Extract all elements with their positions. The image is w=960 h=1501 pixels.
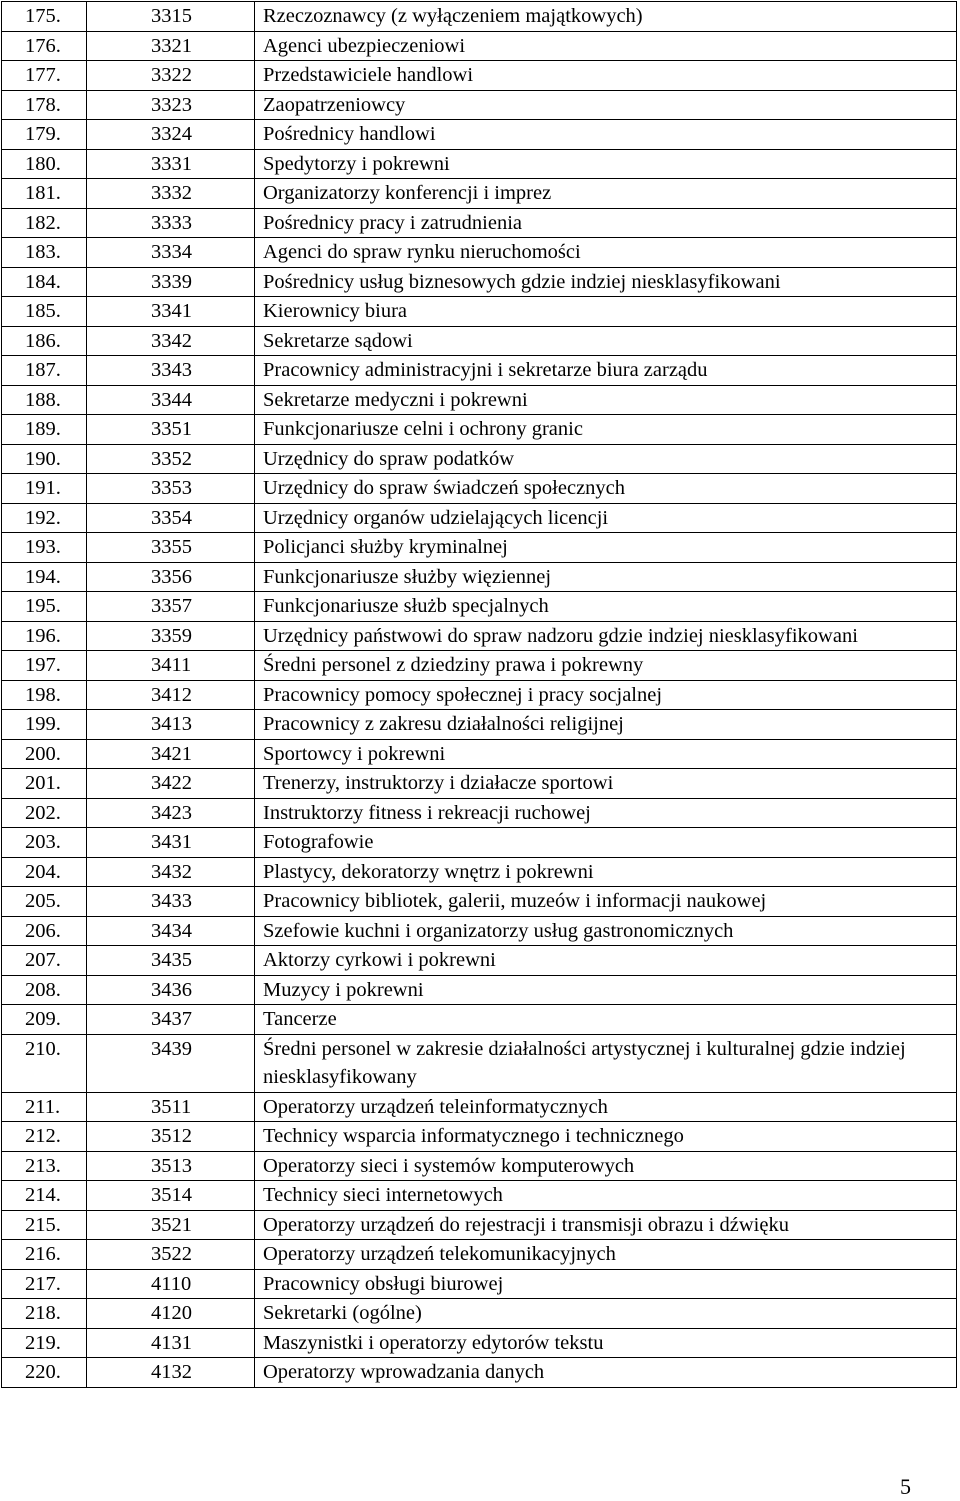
occupation-name: Zaopatrzeniowcy xyxy=(255,90,957,120)
occupation-code: 3324 xyxy=(87,120,255,150)
row-number: 195. xyxy=(2,592,87,622)
page-number: 5 xyxy=(900,1474,911,1499)
occupation-name: Sekretarki (ogólne) xyxy=(255,1299,957,1329)
occupation-code: 3359 xyxy=(87,621,255,651)
occupation-name: Przedstawiciele handlowi xyxy=(255,61,957,91)
occupation-code: 3354 xyxy=(87,503,255,533)
occupation-code: 3333 xyxy=(87,208,255,238)
table-row xyxy=(2,1181,957,1211)
row-number: 189. xyxy=(2,415,87,445)
table-row xyxy=(2,680,957,710)
occupation-code: 3513 xyxy=(87,1151,255,1181)
row-number: 178. xyxy=(2,90,87,120)
occupation-name: Rzeczoznawcy (z wyłączeniem majątkowych) xyxy=(255,2,957,32)
row-number: 219. xyxy=(2,1328,87,1358)
table-row xyxy=(2,149,957,179)
table-row xyxy=(2,1005,957,1035)
occupation-code: 3431 xyxy=(87,828,255,858)
occupation-code: 3514 xyxy=(87,1181,255,1211)
row-number: 207. xyxy=(2,946,87,976)
table-row xyxy=(2,592,957,622)
table-row xyxy=(2,1092,957,1122)
occupation-code: 4110 xyxy=(87,1269,255,1299)
table-row xyxy=(2,946,957,976)
occupation-code: 3512 xyxy=(87,1122,255,1152)
occupation-code: 3423 xyxy=(87,798,255,828)
table-row xyxy=(2,1328,957,1358)
occupation-code: 3412 xyxy=(87,680,255,710)
occupation-name: Pracownicy administracyjni i sekretarze biura zarządu xyxy=(255,356,957,386)
occupation-name: Pracownicy bibliotek, galerii, muzeów i informacji naukowej xyxy=(255,887,957,917)
occupation-code: 3356 xyxy=(87,562,255,592)
row-number: 216. xyxy=(2,1240,87,1270)
occupation-code: 4132 xyxy=(87,1358,255,1388)
row-number: 187. xyxy=(2,356,87,386)
row-number: 175. xyxy=(2,2,87,32)
occupation-name: Pracownicy obsługi biurowej xyxy=(255,1269,957,1299)
row-number: 193. xyxy=(2,533,87,563)
occupation-name: Funkcjonariusze celni i ochrony granic xyxy=(255,415,957,445)
occupation-code: 3344 xyxy=(87,385,255,415)
occupation-name: Funkcjonariusze służb specjalnych xyxy=(255,592,957,622)
table-row xyxy=(2,238,957,268)
occupation-code: 3522 xyxy=(87,1240,255,1270)
occupation-code: 3433 xyxy=(87,887,255,917)
occupation-name: Agenci ubezpieczeniowi xyxy=(255,31,957,61)
table-row xyxy=(2,356,957,386)
occupation-code: 3422 xyxy=(87,769,255,799)
row-number: 180. xyxy=(2,149,87,179)
row-number: 185. xyxy=(2,297,87,327)
occupation-name: Aktorzy cyrkowi i pokrewni xyxy=(255,946,957,976)
table-row xyxy=(2,90,957,120)
occupation-code: 3413 xyxy=(87,710,255,740)
row-number: 205. xyxy=(2,887,87,917)
table-row xyxy=(2,297,957,327)
occupation-name: Trenerzy, instruktorzy i działacze sportowi xyxy=(255,769,957,799)
row-number: 208. xyxy=(2,975,87,1005)
table-row xyxy=(2,444,957,474)
row-number: 202. xyxy=(2,798,87,828)
table-row xyxy=(2,31,957,61)
occupation-code: 3439 xyxy=(87,1034,255,1092)
table-row xyxy=(2,798,957,828)
row-number: 204. xyxy=(2,857,87,887)
occupation-name: Technicy sieci internetowych xyxy=(255,1181,957,1211)
occupation-name: Agenci do spraw rynku nieruchomości xyxy=(255,238,957,268)
occupation-code: 3321 xyxy=(87,31,255,61)
occupation-name: Instruktorzy fitness i rekreacji ruchowej xyxy=(255,798,957,828)
occupation-code: 3351 xyxy=(87,415,255,445)
occupation-name: Urzędnicy państwowi do spraw nadzoru gdzie indziej niesklasyfikowani xyxy=(255,621,957,651)
occupation-name: Średni personel w zakresie działalności artystycznej i kulturalnej gdzie indziej niesklasyfikowany xyxy=(255,1034,957,1092)
occupation-name: Pracownicy z zakresu działalności religijnej xyxy=(255,710,957,740)
table-row xyxy=(2,533,957,563)
row-number: 190. xyxy=(2,444,87,474)
table-row xyxy=(2,1269,957,1299)
occupation-name: Operatorzy urządzeń telekomunikacyjnych xyxy=(255,1240,957,1270)
table-row xyxy=(2,326,957,356)
table-row xyxy=(2,1299,957,1329)
occupation-code: 3331 xyxy=(87,149,255,179)
row-number: 182. xyxy=(2,208,87,238)
table-row xyxy=(2,503,957,533)
row-number: 209. xyxy=(2,1005,87,1035)
table-row xyxy=(2,120,957,150)
occupation-name: Tancerze xyxy=(255,1005,957,1035)
occupation-name: Operatorzy urządzeń do rejestracji i transmisji obrazu i dźwięku xyxy=(255,1210,957,1240)
table-row xyxy=(2,415,957,445)
occupation-name: Organizatorzy konferencji i imprez xyxy=(255,179,957,209)
occupation-code: 3323 xyxy=(87,90,255,120)
row-number: 179. xyxy=(2,120,87,150)
occupation-name: Operatorzy urządzeń teleinformatycznych xyxy=(255,1092,957,1122)
row-number: 192. xyxy=(2,503,87,533)
row-number: 206. xyxy=(2,916,87,946)
occupation-code: 3434 xyxy=(87,916,255,946)
table-row xyxy=(2,651,957,681)
table-row xyxy=(2,1122,957,1152)
occupation-code: 3432 xyxy=(87,857,255,887)
occupation-code: 3353 xyxy=(87,474,255,504)
row-number: 196. xyxy=(2,621,87,651)
occupation-code: 3332 xyxy=(87,179,255,209)
row-number: 181. xyxy=(2,179,87,209)
row-number: 191. xyxy=(2,474,87,504)
occupation-name: Pośrednicy usług biznesowych gdzie indziej niesklasyfikowani xyxy=(255,267,957,297)
row-number: 212. xyxy=(2,1122,87,1152)
row-number: 203. xyxy=(2,828,87,858)
occupation-name: Urzędnicy do spraw świadczeń społecznych xyxy=(255,474,957,504)
row-number: 194. xyxy=(2,562,87,592)
row-number: 184. xyxy=(2,267,87,297)
occupation-code: 3435 xyxy=(87,946,255,976)
row-number: 197. xyxy=(2,651,87,681)
occupation-code: 3315 xyxy=(87,2,255,32)
occupation-code: 3436 xyxy=(87,975,255,1005)
row-number: 214. xyxy=(2,1181,87,1211)
table-row xyxy=(2,975,957,1005)
occupation-code: 3339 xyxy=(87,267,255,297)
occupation-name: Pracownicy pomocy społecznej i pracy socjalnej xyxy=(255,680,957,710)
occupation-code: 3352 xyxy=(87,444,255,474)
row-number: 199. xyxy=(2,710,87,740)
row-number: 215. xyxy=(2,1210,87,1240)
occupation-name: Urzędnicy do spraw podatków xyxy=(255,444,957,474)
row-number: 177. xyxy=(2,61,87,91)
row-number: 213. xyxy=(2,1151,87,1181)
table-row xyxy=(2,61,957,91)
occupation-name: Muzycy i pokrewni xyxy=(255,975,957,1005)
occupation-code: 3343 xyxy=(87,356,255,386)
occupation-name: Operatorzy wprowadzania danych xyxy=(255,1358,957,1388)
occupation-name: Maszynistki i operatorzy edytorów tekstu xyxy=(255,1328,957,1358)
occupation-name: Fotografowie xyxy=(255,828,957,858)
table-row xyxy=(2,1151,957,1181)
occupation-name: Policjanci służby kryminalnej xyxy=(255,533,957,563)
table-row xyxy=(2,474,957,504)
occupation-name: Technicy wsparcia informatycznego i technicznego xyxy=(255,1122,957,1152)
occupation-name: Sekretarze medyczni i pokrewni xyxy=(255,385,957,415)
occupation-code: 3521 xyxy=(87,1210,255,1240)
row-number: 201. xyxy=(2,769,87,799)
row-number: 210. xyxy=(2,1034,87,1092)
table-row xyxy=(2,916,957,946)
table-row xyxy=(2,1034,957,1092)
row-number: 188. xyxy=(2,385,87,415)
occupation-name: Pośrednicy pracy i zatrudnienia xyxy=(255,208,957,238)
occupation-name: Operatorzy sieci i systemów komputerowych xyxy=(255,1151,957,1181)
table-row xyxy=(2,621,957,651)
occupation-name: Szefowie kuchni i organizatorzy usług gastronomicznych xyxy=(255,916,957,946)
table-row xyxy=(2,1240,957,1270)
table-row xyxy=(2,385,957,415)
occupation-table xyxy=(1,1,957,1388)
row-number: 218. xyxy=(2,1299,87,1329)
occupation-name: Sportowcy i pokrewni xyxy=(255,739,957,769)
row-number: 211. xyxy=(2,1092,87,1122)
occupation-code: 3411 xyxy=(87,651,255,681)
occupation-name: Kierownicy biura xyxy=(255,297,957,327)
occupation-code: 3322 xyxy=(87,61,255,91)
occupation-code: 4120 xyxy=(87,1299,255,1329)
table-row xyxy=(2,1210,957,1240)
row-number: 220. xyxy=(2,1358,87,1388)
occupation-code: 3355 xyxy=(87,533,255,563)
table-row xyxy=(2,857,957,887)
table-row xyxy=(2,887,957,917)
occupation-code: 3421 xyxy=(87,739,255,769)
occupation-name: Funkcjonariusze służby więziennej xyxy=(255,562,957,592)
occupation-code: 3511 xyxy=(87,1092,255,1122)
occupation-name: Pośrednicy handlowi xyxy=(255,120,957,150)
table-row xyxy=(2,710,957,740)
occupation-name: Urzędnicy organów udzielających licencji xyxy=(255,503,957,533)
row-number: 217. xyxy=(2,1269,87,1299)
occupation-code: 4131 xyxy=(87,1328,255,1358)
occupation-code: 3437 xyxy=(87,1005,255,1035)
row-number: 186. xyxy=(2,326,87,356)
occupation-table-body xyxy=(2,2,957,1388)
occupation-code: 3341 xyxy=(87,297,255,327)
table-row xyxy=(2,739,957,769)
table-row xyxy=(2,828,957,858)
row-number: 183. xyxy=(2,238,87,268)
occupation-name: Sekretarze sądowi xyxy=(255,326,957,356)
table-row xyxy=(2,179,957,209)
occupation-code: 3334 xyxy=(87,238,255,268)
row-number: 198. xyxy=(2,680,87,710)
table-row xyxy=(2,267,957,297)
row-number: 200. xyxy=(2,739,87,769)
occupation-code: 3342 xyxy=(87,326,255,356)
occupation-name: Średni personel z dziedziny prawa i pokrewny xyxy=(255,651,957,681)
table-row xyxy=(2,1358,957,1388)
occupation-name: Spedytorzy i pokrewni xyxy=(255,149,957,179)
occupation-code: 3357 xyxy=(87,592,255,622)
occupation-name: Plastycy, dekoratorzy wnętrz i pokrewni xyxy=(255,857,957,887)
row-number: 176. xyxy=(2,31,87,61)
table-row xyxy=(2,562,957,592)
table-row xyxy=(2,2,957,32)
table-row xyxy=(2,769,957,799)
table-row xyxy=(2,208,957,238)
